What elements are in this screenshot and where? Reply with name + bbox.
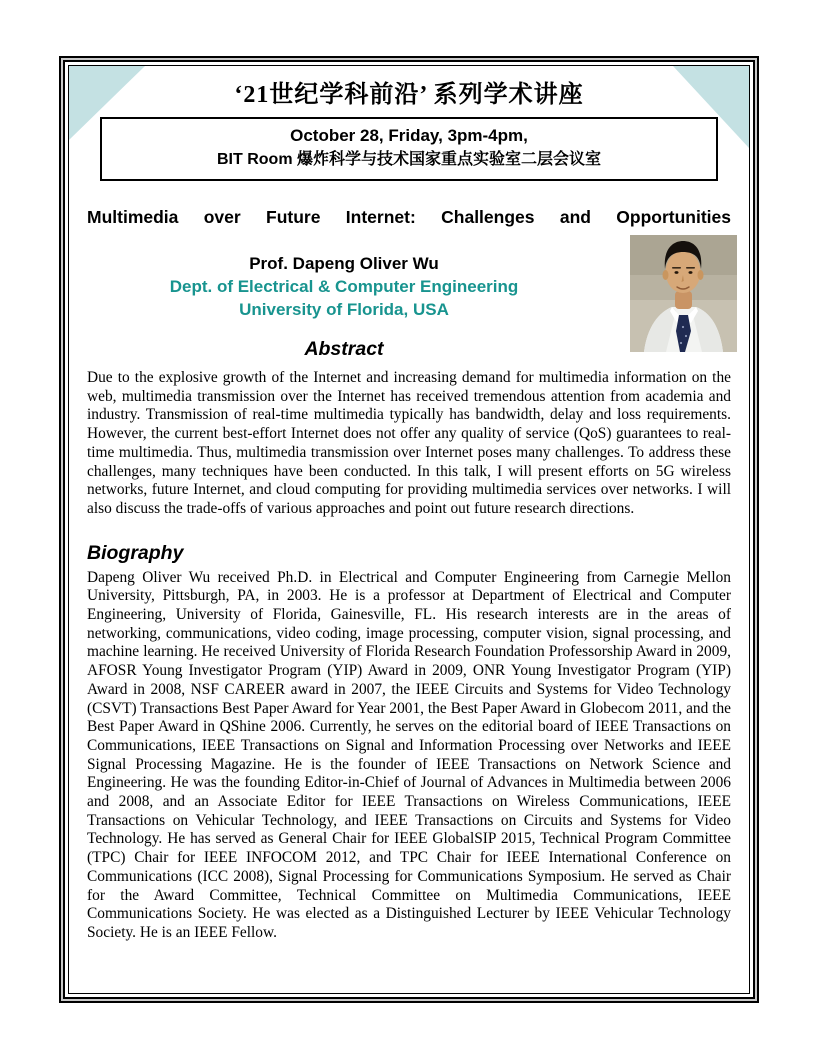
speaker-block bbox=[87, 252, 601, 321]
flyer-border-frame bbox=[68, 65, 750, 994]
speaker-name: Prof. Dapeng Oliver Wu bbox=[249, 254, 439, 273]
abstract-body: Due to the explosive growth of the Internet and increasing demand for multimedia information on the web, multimedia transmission over the Internet has received tremendous attention from academia and industry. Transmission of real-time multimedia typically has bandwidth, delay and loss requirements. However, the current best-effort Internet does not offer any quality of service (QoS) guarantees to real-time multimedia. Thus, multimedia transmission over Internet poses many challenges. To address these challenges, many techniques have been conducted. In this talk, I will present efforts on 5G wireless networks, future Internet, and cloud computing for providing multimedia services over networks. I will also discuss the trade-offs of various approaches and point out future research directions. bbox=[87, 369, 731, 517]
speaker-photo bbox=[630, 235, 737, 352]
event-info-box bbox=[100, 117, 718, 181]
speaker-affiliation: University of Florida, USA bbox=[239, 300, 449, 319]
speaker-photo-image bbox=[630, 235, 737, 352]
event-location: BIT Room 爆炸科学与技术国家重点实验室二层会议室 bbox=[217, 151, 601, 168]
speaker-department: Dept. of Electrical & Computer Engineering bbox=[169, 277, 519, 296]
biography-heading: Biography bbox=[87, 541, 184, 564]
abstract-heading: Abstract bbox=[304, 338, 384, 360]
series-title: ‘21世纪学科前沿’ 系列学术讲座 bbox=[234, 82, 584, 108]
biography-body: Dapeng Oliver Wu received Ph.D. in Electrical and Computer Engineering from Carnegie Mellon University, Pittsburgh, PA, in 2003. He is a professor at Department of Electrical and Computer Engineering, University of Florida, Gainesville, FL. His research interests are in the areas of networking, communications, video coding, image processing, computer vision, signal processing, and machine learning. He received University of Florida Research Foundation Professorship Award in 2009, AFOSR Young Investigator Program (YIP) Award in 2009, ONR Young Investigator Program (YIP) Award in 2008, NSF CAREER award in 2007, the IEEE Circuits and Systems for Video Technology (CSVT) Transactions Best Paper Award for Year 2001, the Best Paper Award in Globecom 2011, and the Best Paper Award in QShine 2006. Currently, he serves on the editorial board of IEEE Transactions on Communications, IEEE Transactions on Signal and Information Processing over Networks and IEEE Signal Processing Magazine. He is the founder of IEEE Transactions on Network Science and Engineering. He was the founding Editor-in-Chief of Journal of Advances in Multimedia between 2006 and 2008, and an Associate Editor for IEEE Transactions on Wireless Communications, IEEE Transactions on Vehicular Technology, and IEEE Transactions on Circuits and Systems for Video Technology. He has served as General Chair for IEEE GlobalSIP 2015, Technical Program Committee (TPC) Chair for IEEE INFOCOM 2012, and TPC Chair for IEEE International Conference on Communications (ICC 2008), Signal Processing for Communications Symposium. He served as Chair for the Award Committee, Technical Committee on Multimedia Communications, IEEE Communications Society. He was elected as a Distinguished Lecturer by IEEE Vehicular Technology Society. He is an IEEE Fellow. bbox=[87, 568, 731, 941]
event-datetime: October 28, Friday, 3pm-4pm, bbox=[290, 126, 528, 145]
talk-title: Multimedia over Future Internet: Challenges and Opportunities bbox=[87, 207, 731, 227]
flyer-content bbox=[69, 66, 749, 993]
